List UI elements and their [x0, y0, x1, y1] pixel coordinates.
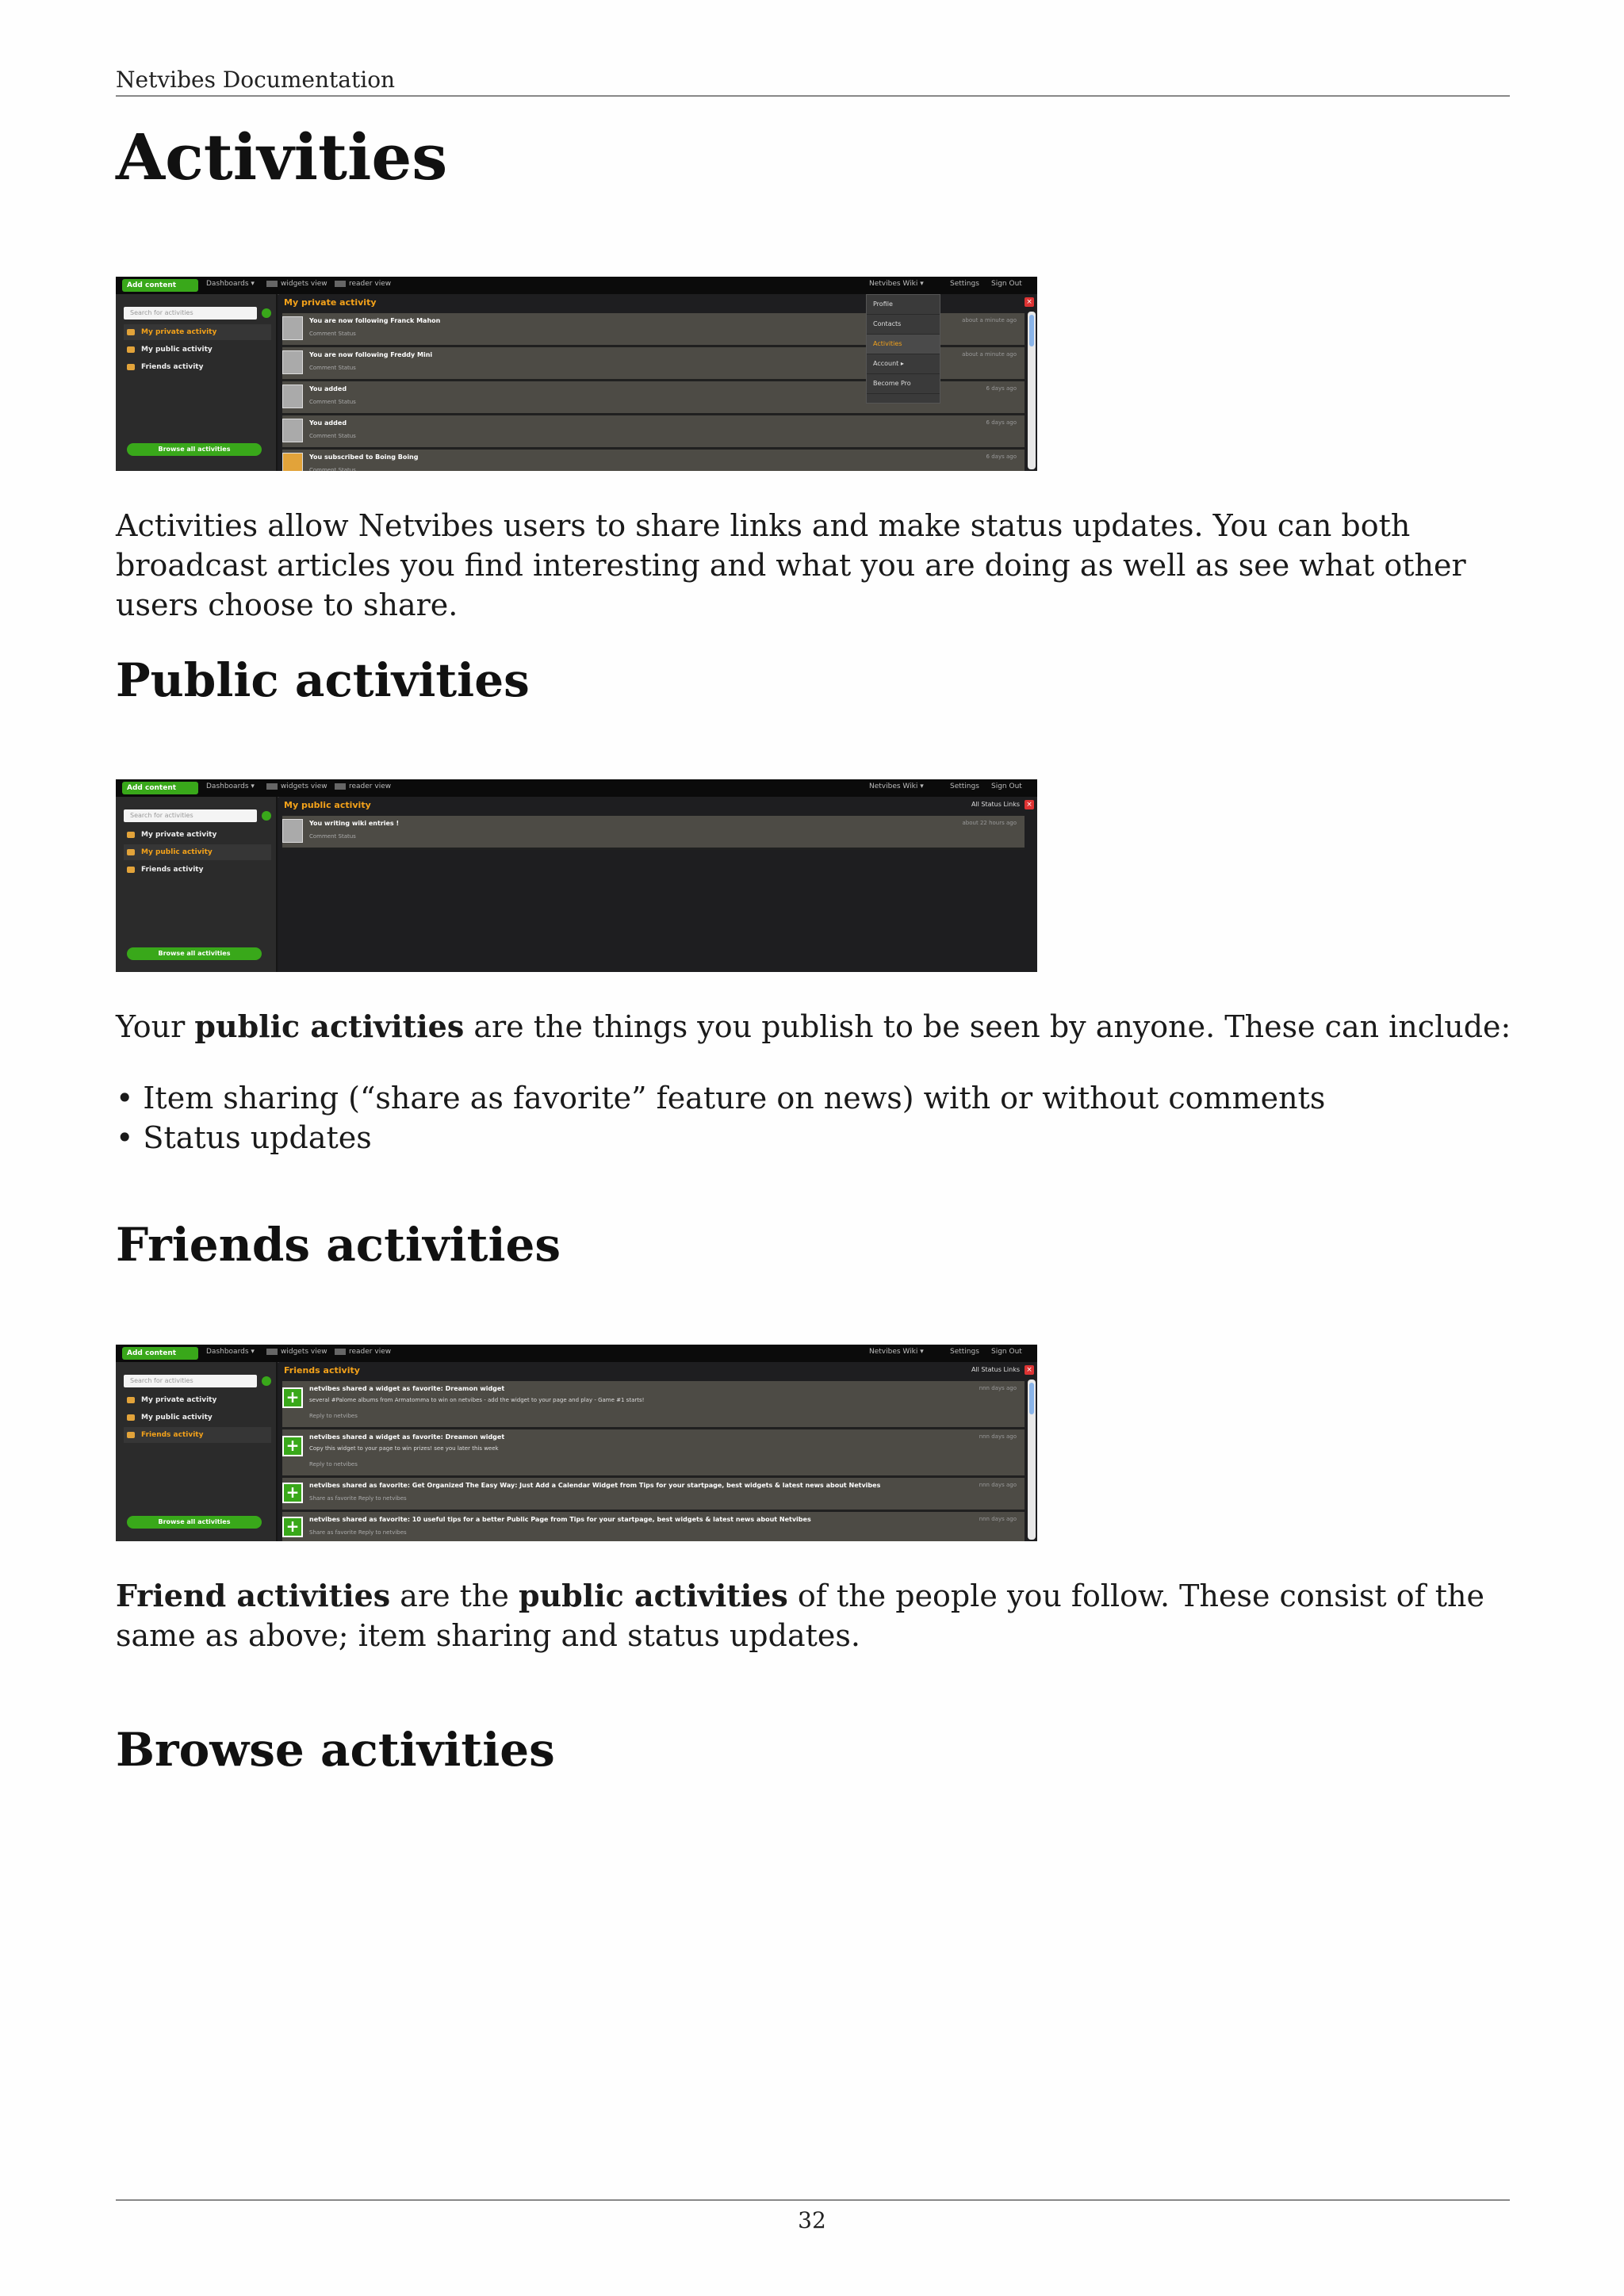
top-toolbar — [116, 779, 1037, 798]
search-input[interactable]: Search for activities — [124, 1375, 257, 1387]
settings-link[interactable]: Settings — [950, 1348, 979, 1356]
browse-all-button[interactable]: Browse all activities — [127, 947, 262, 960]
sidebar-item-label: Friends activity — [141, 1431, 204, 1439]
menu-item-activities[interactable]: Activities — [867, 335, 940, 354]
avatar — [282, 419, 303, 442]
close-icon[interactable]: × — [1025, 1365, 1034, 1375]
friends-paragraph — [116, 1576, 1519, 1655]
search-input[interactable]: Search for activities — [124, 307, 257, 320]
activity-time: nnn days ago — [979, 1482, 1017, 1488]
list-item[interactable] — [282, 1512, 1025, 1541]
user-dropdown-menu — [866, 294, 940, 404]
list-item[interactable] — [282, 450, 1025, 471]
sign-out-link[interactable]: Sign Out — [991, 280, 1022, 288]
text: Your — [116, 1009, 195, 1044]
activity-actions[interactable]: Comment Status — [309, 331, 356, 337]
list-item[interactable] — [282, 1381, 1025, 1429]
heading-browse-activities: Browse activities — [116, 1723, 555, 1777]
sidebar-item-public[interactable] — [124, 342, 271, 358]
activity-time: about a minute ago — [962, 317, 1017, 323]
activity-icon — [127, 832, 135, 838]
activity-sidebar — [116, 294, 278, 471]
activity-panel — [279, 1362, 1037, 1541]
list-item: • Status updates — [116, 1118, 1325, 1158]
screenshot-private-activity — [116, 277, 1037, 471]
reader-view-label: reader view — [349, 783, 392, 790]
top-toolbar — [116, 277, 1037, 295]
activity-actions[interactable]: Reply to netvibes — [309, 1413, 358, 1419]
sign-out-link[interactable]: Sign Out — [991, 783, 1022, 790]
sidebar-item-label: My public activity — [141, 346, 213, 354]
bold-text: Friend activities — [116, 1578, 391, 1613]
scrollbar[interactable] — [1028, 312, 1036, 469]
close-icon[interactable]: × — [1025, 297, 1034, 307]
search-go-icon[interactable] — [262, 308, 271, 318]
friends-icon — [127, 364, 135, 370]
list-item[interactable] — [282, 415, 1025, 450]
running-header: Netvibes Documentation — [116, 67, 396, 93]
list-item[interactable] — [282, 816, 1025, 850]
dashboards-menu[interactable]: Dashboards ▾ — [206, 1348, 255, 1356]
plus-icon[interactable]: + — [282, 1483, 303, 1503]
reader-view-tab[interactable] — [335, 783, 391, 790]
scrollbar-thumb[interactable] — [1029, 1383, 1034, 1414]
sidebar-item-friends[interactable] — [124, 862, 271, 878]
user-menu[interactable]: Netvibes Wiki ▾ — [869, 280, 924, 288]
plus-icon[interactable]: + — [282, 1517, 303, 1537]
activity-text: You added — [309, 385, 347, 392]
public-paragraph — [116, 1007, 1519, 1047]
header-rule — [116, 95, 1510, 97]
sidebar-item-private[interactable] — [124, 827, 271, 843]
avatar — [282, 453, 303, 471]
sidebar-item-private[interactable] — [124, 324, 271, 340]
activity-panel — [279, 797, 1037, 972]
reader-view-tab[interactable] — [335, 280, 391, 288]
text: are the things you publish to be seen by anyone. These can include: — [464, 1009, 1511, 1044]
widgets-view-tab[interactable] — [266, 783, 327, 790]
settings-link[interactable]: Settings — [950, 783, 979, 790]
heading-friends-activities: Friends activities — [116, 1218, 561, 1272]
reader-icon — [335, 783, 346, 790]
activity-time: about a minute ago — [962, 351, 1017, 358]
activity-actions[interactable]: Comment Status — [309, 365, 356, 371]
widgets-icon — [266, 1349, 278, 1355]
activity-time: 6 days ago — [986, 385, 1017, 392]
activity-comment: Copy this widget to your page to win prizes! see you later this week — [309, 1445, 499, 1452]
activity-actions[interactable]: Comment Status — [309, 399, 356, 405]
text: of the people you follow. These consist of the same as above; item sharing and status updates. — [116, 1578, 1484, 1653]
reader-icon — [335, 281, 346, 287]
list-item[interactable] — [282, 1478, 1025, 1512]
widgets-icon — [266, 783, 278, 790]
panel-title: My public activity — [284, 800, 371, 810]
activity-text: netvibes shared a widget as favorite: Dreamon widget — [309, 1385, 505, 1392]
scrollbar[interactable] — [1028, 1380, 1036, 1540]
activity-text: netvibes shared as favorite: Get Organized The Easy Way: Just Add a Calendar Widget from Tips for your startpage, best widgets & latest news about Netvibes — [309, 1482, 881, 1489]
footer-rule — [116, 2199, 1510, 2201]
activity-filters[interactable]: All Status Links — [971, 1366, 1020, 1373]
avatar — [282, 316, 303, 340]
widgets-icon — [266, 281, 278, 287]
browse-all-button[interactable]: Browse all activities — [127, 1516, 262, 1529]
user-menu[interactable]: Netvibes Wiki ▾ — [869, 1348, 924, 1356]
top-toolbar — [116, 1345, 1037, 1363]
plus-icon[interactable]: + — [282, 1436, 303, 1456]
activity-text: You are now following Freddy Mini — [309, 351, 433, 358]
text: are the — [390, 1578, 519, 1613]
activity-time: nnn days ago — [979, 1433, 1017, 1440]
search-input[interactable]: Search for activities — [124, 809, 257, 822]
sidebar-item-friends[interactable] — [124, 359, 271, 375]
activity-actions[interactable]: Share as favorite Reply to netvibes — [309, 1495, 407, 1502]
activity-time: nnn days ago — [979, 1385, 1017, 1391]
public-bullet-list — [116, 1078, 1325, 1158]
browse-all-button[interactable]: Browse all activities — [127, 443, 262, 456]
screenshot-public-activity — [116, 779, 1037, 972]
dashboards-menu[interactable]: Dashboards ▾ — [206, 783, 255, 790]
close-icon[interactable]: × — [1025, 800, 1034, 809]
activity-text: You subscribed to Boing Boing — [309, 453, 419, 461]
sign-out-link[interactable]: Sign Out — [991, 1348, 1022, 1356]
activity-icon — [127, 329, 135, 335]
activity-actions[interactable]: Share as favorite Reply to netvibes — [309, 1529, 407, 1536]
activity-time: nnn days ago — [979, 1516, 1017, 1522]
activity-comment: several #Palome albums from Armatomma to win on netvibes - add the widget to your page and play - Game #1 starts! — [309, 1397, 645, 1403]
bold-text: public activities — [518, 1578, 788, 1613]
menu-item-profile[interactable]: Profile — [867, 295, 940, 315]
intro-paragraph: Activities allow Netvibes users to share links and make status updates. You can both broadcast articles you find interesting and what you are doing as well as see what other users choose to share. — [116, 508, 1466, 622]
activity-time: 6 days ago — [986, 453, 1017, 460]
user-menu[interactable]: Netvibes Wiki ▾ — [869, 783, 924, 790]
reader-view-label: reader view — [349, 280, 392, 288]
page-title: Activities — [116, 120, 448, 194]
activity-text: You writing wiki entries ! — [309, 820, 400, 827]
sidebar-item-public[interactable] — [124, 1410, 271, 1425]
avatar — [282, 350, 303, 374]
reader-icon — [335, 1349, 346, 1355]
menu-item-become-pro[interactable]: Become Pro — [867, 374, 940, 394]
sidebar-item-label: Friends activity — [141, 363, 204, 371]
screenshot-friends-activity — [116, 1345, 1037, 1541]
add-content-button[interactable]: Add content — [122, 782, 198, 794]
widgets-view-label: widgets view — [281, 1348, 327, 1356]
activity-icon — [127, 1397, 135, 1403]
sidebar-item-private[interactable] — [124, 1392, 271, 1408]
avatar — [282, 819, 303, 843]
bold-text: public activities — [194, 1008, 465, 1044]
sidebar-item-friends[interactable] — [124, 1427, 271, 1443]
dashboards-menu[interactable]: Dashboards ▾ — [206, 280, 255, 288]
activity-time: 6 days ago — [986, 419, 1017, 426]
plus-icon[interactable]: + — [282, 1387, 303, 1408]
activity-text: netvibes shared a widget as favorite: Dreamon widget — [309, 1433, 505, 1441]
widgets-view-label: widgets view — [281, 280, 327, 288]
activity-icon — [127, 1414, 135, 1421]
sidebar-item-label: My private activity — [141, 328, 217, 336]
reader-view-tab[interactable] — [335, 1348, 391, 1356]
activity-actions[interactable]: Comment Status — [309, 467, 356, 471]
friends-icon — [127, 1432, 135, 1438]
activity-actions[interactable]: Comment Status — [309, 433, 356, 439]
friends-icon — [127, 867, 135, 873]
sidebar-item-label: My private activity — [141, 831, 217, 839]
add-content-button[interactable]: Add content — [122, 279, 198, 292]
menu-item-account[interactable]: Account ▸ — [867, 354, 940, 374]
scrollbar-thumb[interactable] — [1029, 315, 1034, 346]
widgets-view-tab[interactable] — [266, 1348, 327, 1356]
activity-icon — [127, 849, 135, 855]
activity-text: netvibes shared as favorite: 10 useful tips for a better Public Page from Tips for your startpage, best widgets & latest news about Netvibes — [309, 1516, 811, 1523]
activity-actions[interactable]: Comment Status — [309, 833, 356, 840]
search-go-icon[interactable] — [262, 811, 271, 821]
sidebar-item-public[interactable] — [124, 844, 271, 860]
list-item: • Item sharing (“share as favorite” feature on news) with or without comments — [116, 1078, 1325, 1118]
search-go-icon[interactable] — [262, 1376, 271, 1386]
sidebar-item-label: My public activity — [141, 1414, 213, 1422]
page-number: 32 — [798, 2207, 826, 2233]
activity-time: about 22 hours ago — [962, 820, 1017, 826]
menu-item-contacts[interactable]: Contacts — [867, 315, 940, 335]
activity-sidebar — [116, 1362, 278, 1541]
widgets-view-tab[interactable] — [266, 280, 327, 288]
activity-icon — [127, 346, 135, 353]
heading-public-activities: Public activities — [116, 653, 530, 707]
sidebar-item-label: My public activity — [141, 848, 213, 856]
list-item[interactable] — [282, 1429, 1025, 1478]
activity-filters[interactable]: All Status Links — [971, 801, 1020, 808]
activity-sidebar — [116, 797, 278, 972]
avatar — [282, 385, 303, 408]
reader-view-label: reader view — [349, 1348, 392, 1356]
panel-title: Friends activity — [284, 1365, 360, 1376]
activity-actions[interactable]: Reply to netvibes — [309, 1461, 358, 1468]
sidebar-item-label: Friends activity — [141, 866, 204, 874]
settings-link[interactable]: Settings — [950, 280, 979, 288]
panel-title: My private activity — [284, 297, 377, 308]
activity-text: You added — [309, 419, 347, 427]
add-content-button[interactable]: Add content — [122, 1347, 198, 1360]
activity-text: You are now following Franck Mahon — [309, 317, 441, 324]
widgets-view-label: widgets view — [281, 783, 327, 790]
sidebar-item-label: My private activity — [141, 1396, 217, 1404]
